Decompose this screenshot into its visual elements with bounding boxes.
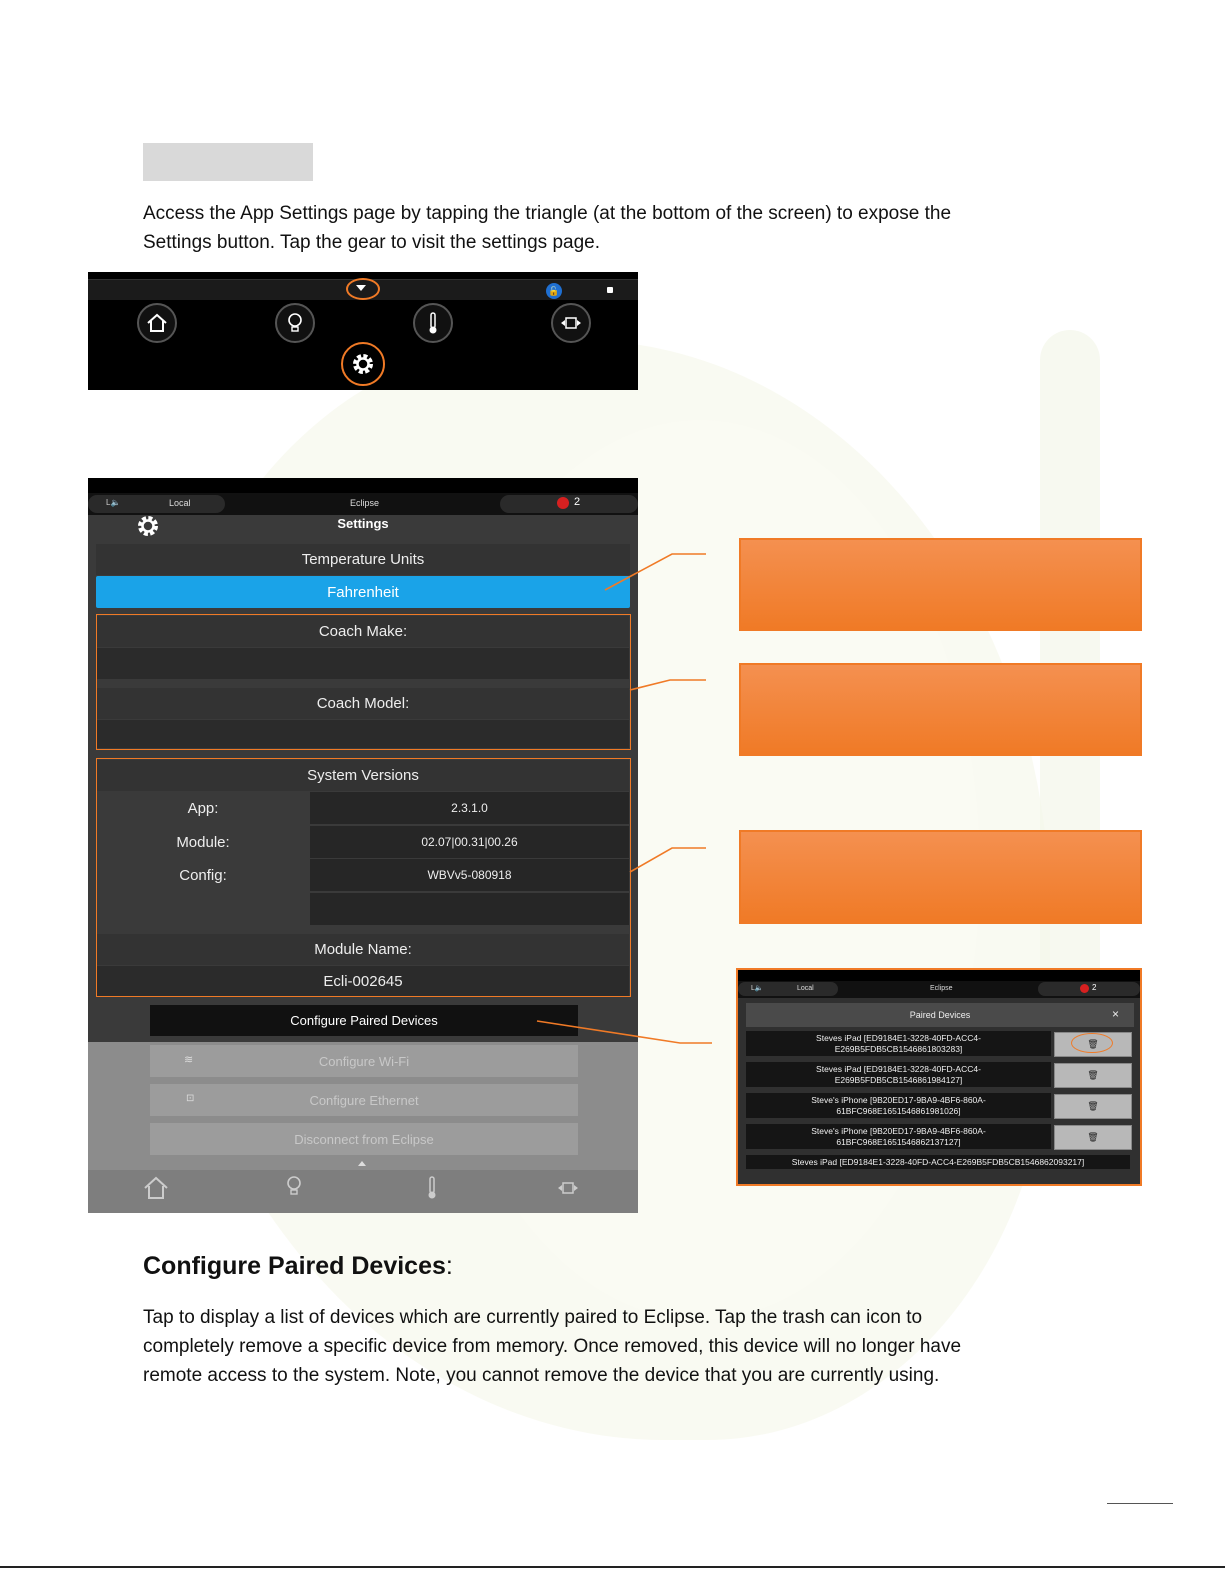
temperature-units-select[interactable]: Fahrenheit (96, 576, 630, 608)
temperature-units-label: Temperature Units (96, 544, 630, 575)
version-value: WBVv5-080918 (310, 859, 629, 891)
configure-wifi-button[interactable]: Configure Wi-Fi (150, 1045, 578, 1077)
module-name-label: Module Name: (97, 934, 629, 965)
leader-line (605, 554, 706, 590)
disconnect-button[interactable]: Disconnect from Eclipse (150, 1123, 578, 1155)
system-versions-label: System Versions (97, 760, 629, 791)
configure-paired-devices-button[interactable]: Configure Paired Devices (150, 1005, 578, 1036)
paired-devices-screenshot (736, 968, 1142, 1186)
page-number-rule (1107, 1503, 1173, 1504)
device-name: Steves iPad [ED9184E1-3228-40FD-ACC4- E269B5FDB5CB1546861803283] (746, 1031, 1051, 1056)
section-heading-text: Configure Paired Devices (143, 1252, 446, 1280)
module-name-value: Ecli-002645 (97, 966, 629, 996)
status-pill (1038, 982, 1140, 996)
status-bar (738, 970, 1140, 981)
alert-count: 2 (1092, 983, 1097, 992)
paired-devices-title: Paired Devices (746, 1003, 1134, 1027)
version-label: Module: (176, 834, 230, 851)
section-body (143, 1303, 1143, 1390)
device-name: Steve's iPhone [9B20ED17-9BA9-4BF6-860A- 61BFC968E1651546862137127] (746, 1124, 1051, 1149)
current-device: Steves iPad [ED9184E1-3228-40FD-ACC4-E269B5FDB5CB1546862093217] (746, 1155, 1130, 1169)
coach-make-label: Coach Make: (97, 616, 629, 647)
settings-title: Settings (337, 516, 389, 531)
status-left: Local (797, 985, 814, 992)
trash-highlight (1071, 1033, 1113, 1053)
alert-icon[interactable] (1080, 984, 1089, 993)
alert-count: 2 (574, 496, 581, 508)
device-row (746, 1093, 1130, 1118)
status-row (738, 981, 1140, 998)
device-row (746, 1062, 1130, 1087)
section-heading-colon: : (445, 1252, 453, 1280)
section-heading (143, 1252, 453, 1281)
ethernet-icon: ⊡ (186, 1093, 195, 1104)
wifi-icon: ≋ (184, 1054, 194, 1066)
leader-line (537, 1021, 712, 1043)
trash-icon[interactable]: 🗑 (1054, 1063, 1132, 1088)
status-center: Eclipse (930, 985, 953, 992)
leader-line (630, 680, 706, 690)
unlock-icon[interactable]: 🔓 (546, 283, 562, 299)
speaker-icon: L🔈 (106, 498, 121, 507)
version-value: 2.3.1.0 (310, 792, 629, 824)
speaker-icon: L🔈 (751, 985, 764, 992)
coach-model-label: Coach Model: (97, 688, 629, 719)
body-line: completely remove a specific device from memory. Once removed, this device will no longer have (143, 1336, 962, 1357)
trash-icon[interactable]: 🗑 (1054, 1032, 1132, 1057)
status-center: Eclipse (350, 498, 380, 508)
device-name: Steve's iPhone [9B20ED17-9BA9-4BF6-860A- 61BFC968E1651546861981026] (746, 1093, 1051, 1118)
body-line: remote access to the system. Note, you cannot remove the device that you are currently using. (143, 1365, 940, 1386)
leader-line (630, 848, 706, 872)
status-left: Local (169, 498, 191, 508)
configure-ethernet-button[interactable]: Configure Ethernet (150, 1084, 578, 1116)
device-row (746, 1124, 1130, 1149)
version-value: 02.07|00.31|00.26 (310, 826, 629, 858)
intro-line: Access the App Settings page by tapping the triangle (at the bottom of the screen) to expose the (143, 203, 952, 224)
trash-icon[interactable]: 🗑 (1054, 1125, 1132, 1150)
callout-box (739, 830, 1142, 924)
callout-box (739, 663, 1142, 756)
body-line: Tap to display a list of devices which are currently paired to Eclipse. Tap the trash can icon to (143, 1307, 923, 1328)
trash-icon[interactable]: 🗑 (1054, 1094, 1132, 1119)
version-label: Config: (179, 867, 227, 884)
page-bottom-rule (0, 1566, 1225, 1568)
callout-box (739, 538, 1142, 631)
version-label: App: (187, 800, 219, 817)
device-name: Steves iPad [ED9184E1-3228-40FD-ACC4- E269B5FDB5CB1546861984127] (746, 1062, 1051, 1087)
close-icon[interactable]: × (1112, 1007, 1120, 1021)
intro-line: Settings button. Tap the gear to visit the settings page. (143, 232, 601, 253)
device-row (746, 1031, 1130, 1056)
